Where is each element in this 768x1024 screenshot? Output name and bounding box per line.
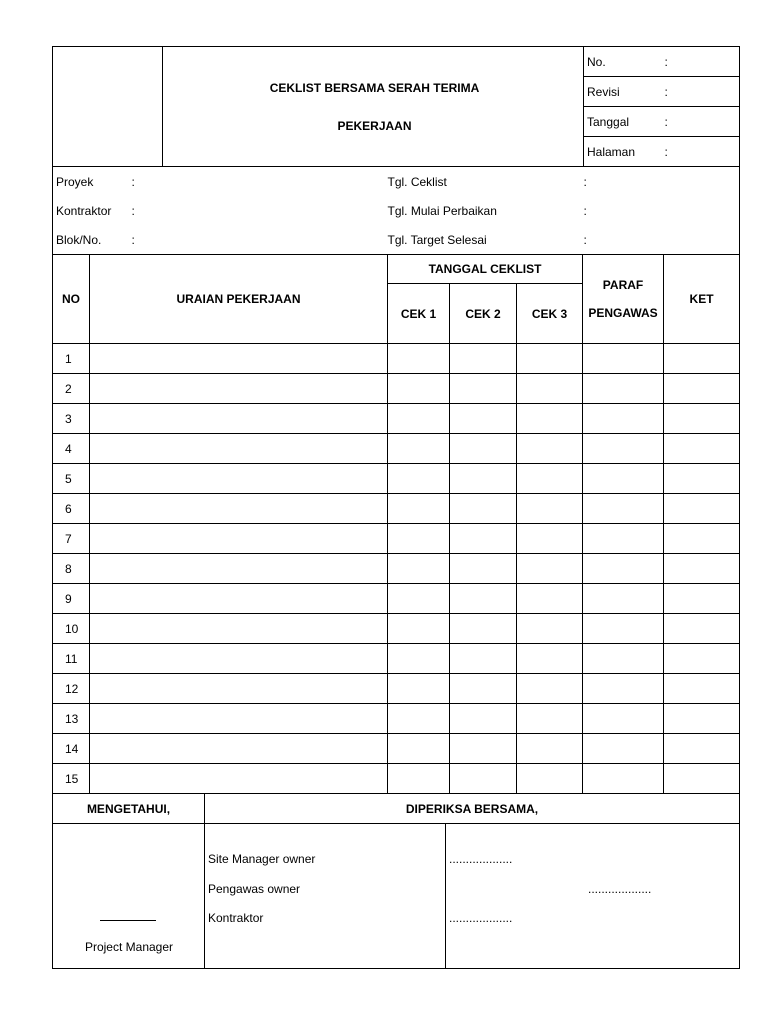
cek2-cell[interactable] xyxy=(450,434,517,464)
table-row xyxy=(53,554,740,584)
col-header-pengawas: PENGAWAS xyxy=(588,306,658,320)
cek2-cell[interactable] xyxy=(450,404,517,434)
ket-cell[interactable] xyxy=(664,494,740,524)
ket-cell[interactable] xyxy=(664,554,740,584)
uraian-cell[interactable] xyxy=(90,674,388,704)
table-row xyxy=(53,464,740,494)
cek2-cell[interactable] xyxy=(450,554,517,584)
info-value-blok[interactable]: : xyxy=(131,232,135,247)
cek1-cell[interactable] xyxy=(388,434,450,464)
col-header-cek2: CEK 2 xyxy=(450,284,517,344)
diperiksa-bersama-label: DIPERIKSA BERSAMA, xyxy=(205,794,740,824)
cek1-cell[interactable] xyxy=(388,464,450,494)
col-header-uraian: URAIAN PEKERJAAN xyxy=(90,255,388,344)
meta-label-tanggal: Tanggal xyxy=(584,107,662,137)
info-label-tgl-ceklist: Tgl. Ceklist xyxy=(387,174,447,189)
cek1-cell[interactable] xyxy=(388,704,450,734)
table-row xyxy=(53,404,740,434)
paraf-cell[interactable] xyxy=(583,374,664,404)
ket-cell[interactable] xyxy=(664,434,740,464)
table-row xyxy=(53,524,740,554)
ket-cell[interactable] xyxy=(664,404,740,434)
meta-value-halaman[interactable]: : xyxy=(662,137,740,167)
cek2-cell[interactable] xyxy=(450,524,517,554)
col-header-cek1: CEK 1 xyxy=(388,284,450,344)
col-header-paraf: PARAF xyxy=(602,278,644,292)
uraian-cell[interactable] xyxy=(90,494,388,524)
uraian-cell[interactable] xyxy=(90,764,388,794)
info-value-tgl-mulai[interactable]: : xyxy=(583,203,587,218)
header-table xyxy=(52,46,740,167)
row-number: 4 xyxy=(53,434,90,464)
row-number: 5 xyxy=(53,464,90,494)
row-number: 8 xyxy=(53,554,90,584)
cek2-cell[interactable] xyxy=(450,464,517,494)
table-row xyxy=(53,494,740,524)
row-number: 1 xyxy=(53,344,90,374)
cek3-cell[interactable] xyxy=(517,494,583,524)
uraian-cell[interactable] xyxy=(90,434,388,464)
table-row xyxy=(53,734,740,764)
cek1-cell[interactable] xyxy=(388,494,450,524)
title-line-2: PEKERJAAN xyxy=(337,118,412,133)
paraf-cell[interactable] xyxy=(583,614,664,644)
col-header-ket: KET xyxy=(664,255,740,344)
cek2-cell[interactable] xyxy=(450,584,517,614)
info-value-tgl-ceklist[interactable]: : xyxy=(583,174,587,189)
title-line-1: CEKLIST BERSAMA SERAH TERIMA xyxy=(269,80,480,95)
ket-cell[interactable] xyxy=(664,524,740,554)
sig-dots-pengawas[interactable]: ................... xyxy=(588,882,652,896)
table-row xyxy=(53,584,740,614)
uraian-cell[interactable] xyxy=(90,374,388,404)
cek2-cell[interactable] xyxy=(450,494,517,524)
row-number: 10 xyxy=(53,614,90,644)
sig-dots-kontraktor[interactable]: ................... xyxy=(449,911,513,925)
table-row xyxy=(53,704,740,734)
paraf-cell[interactable] xyxy=(583,704,664,734)
info-label-tgl-mulai: Tgl. Mulai Perbaikan xyxy=(387,203,497,218)
signature-table xyxy=(52,794,740,969)
row-number: 2 xyxy=(53,374,90,404)
ket-cell[interactable] xyxy=(664,764,740,794)
table-row xyxy=(53,764,740,794)
cek3-cell[interactable] xyxy=(517,614,583,644)
table-row xyxy=(53,644,740,674)
cek1-cell[interactable] xyxy=(388,644,450,674)
paraf-cell[interactable] xyxy=(583,644,664,674)
paraf-cell[interactable] xyxy=(583,464,664,494)
uraian-cell[interactable] xyxy=(90,614,388,644)
cek2-cell[interactable] xyxy=(450,734,517,764)
cek1-cell[interactable] xyxy=(388,374,450,404)
table-row xyxy=(53,344,740,374)
uraian-cell[interactable] xyxy=(90,584,388,614)
table-row xyxy=(53,614,740,644)
row-number: 12 xyxy=(53,674,90,704)
role-pengawas-owner: Pengawas owner xyxy=(208,882,301,896)
checklist-table xyxy=(52,255,740,794)
paraf-cell[interactable] xyxy=(583,674,664,704)
paraf-cell[interactable] xyxy=(583,734,664,764)
uraian-cell[interactable] xyxy=(90,704,388,734)
cek2-cell[interactable] xyxy=(450,704,517,734)
cek1-cell[interactable] xyxy=(388,404,450,434)
info-value-tgl-target[interactable]: : xyxy=(583,232,587,247)
logo-area xyxy=(53,47,163,167)
signature-dots-cell xyxy=(446,824,740,969)
meta-label-halaman: Halaman xyxy=(584,137,662,167)
cek2-cell[interactable] xyxy=(450,674,517,704)
cek3-cell[interactable] xyxy=(517,644,583,674)
project-manager-label: Project Manager xyxy=(84,940,174,954)
row-number: 3 xyxy=(53,404,90,434)
paraf-cell[interactable] xyxy=(583,404,664,434)
table-row xyxy=(53,374,740,404)
row-number: 9 xyxy=(53,584,90,614)
cek3-cell[interactable] xyxy=(517,764,583,794)
table-row xyxy=(53,674,740,704)
meta-label-no: No. xyxy=(584,47,662,77)
meta-label-revisi: Revisi xyxy=(584,77,662,107)
paraf-cell[interactable] xyxy=(583,554,664,584)
paraf-cell[interactable] xyxy=(583,584,664,614)
checklist-document xyxy=(52,46,739,969)
ket-cell[interactable] xyxy=(664,374,740,404)
row-number: 7 xyxy=(53,524,90,554)
cek2-cell[interactable] xyxy=(450,614,517,644)
paraf-cell[interactable] xyxy=(583,524,664,554)
cek3-cell[interactable] xyxy=(517,344,583,374)
cek1-cell[interactable] xyxy=(388,554,450,584)
ket-cell[interactable] xyxy=(664,464,740,494)
table-row xyxy=(53,434,740,464)
role-kontraktor: Kontraktor xyxy=(208,911,264,925)
row-number: 14 xyxy=(53,734,90,764)
meta-value-tanggal[interactable]: : xyxy=(662,107,740,137)
row-number: 13 xyxy=(53,704,90,734)
pm-signature-line xyxy=(100,910,156,924)
uraian-cell[interactable] xyxy=(90,524,388,554)
cek3-cell[interactable] xyxy=(517,674,583,704)
cek1-cell[interactable] xyxy=(388,524,450,554)
col-header-no: NO xyxy=(53,255,90,344)
col-header-tanggal-ceklist: TANGGAL CEKLIST xyxy=(388,255,583,284)
checklist-rows xyxy=(53,344,740,794)
cek3-cell[interactable] xyxy=(517,374,583,404)
ket-cell[interactable] xyxy=(664,644,740,674)
row-number: 15 xyxy=(53,764,90,794)
cek3-cell[interactable] xyxy=(517,734,583,764)
page-title xyxy=(163,47,584,167)
info-table xyxy=(52,167,740,255)
cek2-cell[interactable] xyxy=(450,344,517,374)
info-label-tgl-target: Tgl. Target Selesai xyxy=(387,232,487,247)
ket-cell[interactable] xyxy=(664,734,740,764)
cek3-cell[interactable] xyxy=(517,404,583,434)
meta-value-revisi[interactable]: : xyxy=(662,77,740,107)
cek3-cell[interactable] xyxy=(517,464,583,494)
cek1-cell[interactable] xyxy=(388,674,450,704)
uraian-cell[interactable] xyxy=(90,404,388,434)
col-header-cek3: CEK 3 xyxy=(517,284,583,344)
uraian-cell[interactable] xyxy=(90,554,388,584)
row-number: 6 xyxy=(53,494,90,524)
cek3-cell[interactable] xyxy=(517,524,583,554)
info-value-kontraktor[interactable]: : xyxy=(131,203,135,218)
uraian-cell[interactable] xyxy=(90,344,388,374)
cek1-cell[interactable] xyxy=(388,344,450,374)
paraf-cell[interactable] xyxy=(583,764,664,794)
cek1-cell[interactable] xyxy=(388,734,450,764)
cek3-cell[interactable] xyxy=(517,434,583,464)
info-label-proyek: Proyek xyxy=(56,174,94,189)
ket-cell[interactable] xyxy=(664,674,740,704)
cek1-cell[interactable] xyxy=(388,614,450,644)
uraian-cell[interactable] xyxy=(90,464,388,494)
info-label-kontraktor: Kontraktor xyxy=(56,203,112,218)
project-manager-cell xyxy=(53,824,205,969)
cek3-cell[interactable] xyxy=(517,554,583,584)
ket-cell[interactable] xyxy=(664,584,740,614)
cek1-cell[interactable] xyxy=(388,764,450,794)
roles-cell xyxy=(205,824,446,969)
meta-value-no[interactable]: : xyxy=(662,47,740,77)
uraian-cell[interactable] xyxy=(90,644,388,674)
cek2-cell[interactable] xyxy=(450,764,517,794)
info-label-blok: Blok/No. xyxy=(56,232,102,247)
cek1-cell[interactable] xyxy=(388,584,450,614)
ket-cell[interactable] xyxy=(664,344,740,374)
cek2-cell[interactable] xyxy=(450,644,517,674)
role-site-manager: Site Manager owner xyxy=(208,852,316,866)
col-header-paraf-pengawas xyxy=(583,255,664,344)
cek3-cell[interactable] xyxy=(517,704,583,734)
ket-cell[interactable] xyxy=(664,704,740,734)
cek2-cell[interactable] xyxy=(450,374,517,404)
ket-cell[interactable] xyxy=(664,614,740,644)
cek3-cell[interactable] xyxy=(517,584,583,614)
paraf-cell[interactable] xyxy=(583,434,664,464)
uraian-cell[interactable] xyxy=(90,734,388,764)
row-number: 11 xyxy=(53,644,90,674)
mengetahui-label: MENGETAHUI, xyxy=(53,794,205,824)
info-value-proyek[interactable]: : xyxy=(131,174,135,189)
paraf-cell[interactable] xyxy=(583,344,664,374)
sig-dots-site-manager[interactable]: ................... xyxy=(449,852,513,866)
paraf-cell[interactable] xyxy=(583,494,664,524)
